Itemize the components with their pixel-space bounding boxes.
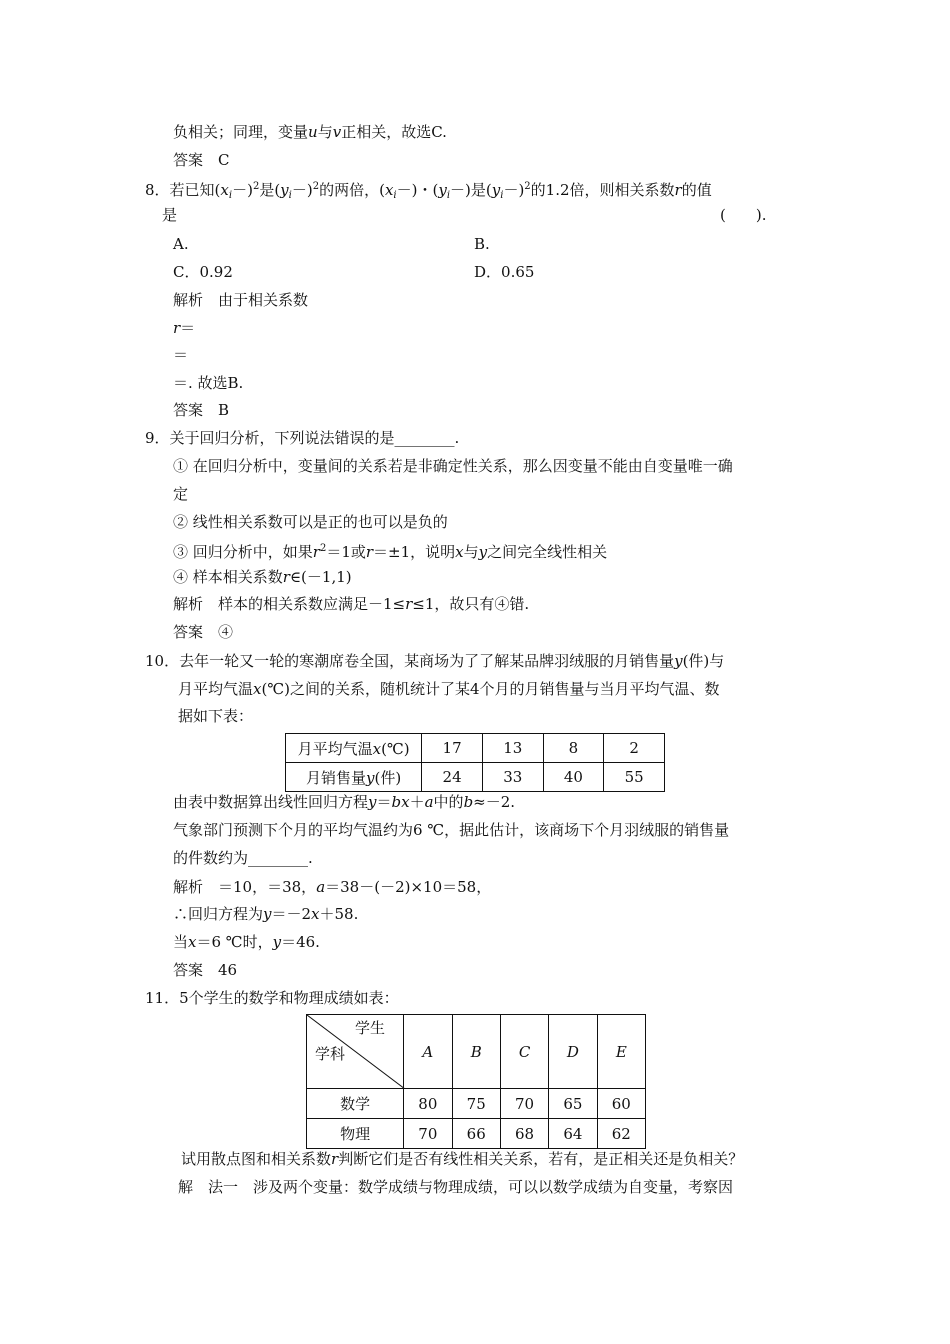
var: r	[331, 1150, 339, 1168]
var: r	[674, 181, 682, 199]
table-header-row	[307, 1015, 646, 1089]
solution-8-line4: ＝. 故选B.	[173, 374, 244, 392]
var: x	[188, 933, 197, 951]
var: a	[424, 793, 434, 811]
var: x	[253, 680, 262, 698]
var: a	[316, 878, 326, 896]
var: y	[368, 793, 377, 811]
table-cell: 40	[543, 763, 604, 792]
scores-table	[306, 1014, 646, 1149]
header-cell: E	[597, 1015, 645, 1089]
var: x	[455, 543, 464, 561]
table-cell: 60	[597, 1089, 645, 1119]
var: b	[463, 793, 474, 811]
text: (℃)	[381, 739, 410, 758]
var: u	[308, 123, 318, 141]
question-10-line2	[178, 679, 720, 699]
table-cell: 8	[543, 734, 604, 763]
table-cell: 13	[482, 734, 543, 763]
solution-10-line2	[173, 904, 358, 924]
var: y	[674, 652, 683, 670]
var: y	[366, 768, 375, 787]
answer-10: 答案 46	[173, 961, 238, 979]
table-row	[286, 734, 665, 763]
sub: i	[288, 190, 292, 201]
table-cell: 68	[500, 1119, 548, 1149]
sub: i	[393, 190, 397, 201]
statement-2: ② 线性相关系数可以是正的也可以是负的	[173, 513, 448, 531]
var: r	[312, 543, 320, 561]
corner-top-label: 学生	[355, 1019, 386, 1037]
row-label	[286, 763, 422, 792]
table-cell: 24	[422, 763, 483, 792]
sub: i	[228, 190, 233, 201]
option-b: B.	[474, 235, 490, 253]
option-d: D．0.65	[474, 263, 535, 281]
question-9: 9．关于回归分析，下列说法错误的是________.	[145, 429, 460, 447]
text: ＋	[409, 793, 425, 811]
var: y	[280, 181, 289, 199]
table-cell: 70	[500, 1089, 548, 1119]
text: ＝38－(－2)×10＝58，	[325, 878, 492, 896]
var: r	[405, 595, 413, 613]
var: y	[438, 181, 447, 199]
var: x	[384, 181, 394, 199]
text: ＝46.	[281, 933, 320, 951]
sub: i	[500, 190, 504, 201]
text: 之间完全线性相关	[487, 543, 608, 561]
text: 解析 ＝10，＝38，	[173, 878, 317, 896]
text: 10．去年一轮又一轮的寒潮席卷全国，某商场为了了解某品牌羽绒服的月销售量	[145, 652, 675, 670]
question-10-line3: 据如下表：	[178, 707, 254, 725]
question-11: 11．5个学生的数学和物理成绩如表：	[145, 989, 399, 1007]
text: ∈(－1,1)	[289, 568, 352, 586]
text: 试用散点图和相关系数	[181, 1150, 332, 1168]
text: ≤1，故只有④错.	[412, 595, 530, 613]
answer-7: 答案 C	[173, 151, 230, 169]
statement-3	[173, 539, 607, 562]
text: ＝	[180, 319, 196, 337]
solution-8: 解析 由于相关系数	[173, 291, 309, 309]
table-cell: 66	[452, 1119, 500, 1149]
answer-9: 答案 ④	[173, 623, 234, 641]
table-cell: 70	[404, 1119, 452, 1149]
text: ＝1或	[326, 543, 366, 561]
question-8	[145, 177, 712, 206]
table-row	[307, 1119, 646, 1149]
solution-10	[173, 877, 491, 897]
var: r	[365, 543, 374, 561]
text: －)・(	[396, 181, 439, 199]
text: 与	[463, 543, 479, 561]
text: 的1.2倍，则相关系数	[530, 181, 675, 199]
question-8-line2: 是	[162, 206, 178, 224]
statement-4	[173, 567, 352, 587]
solution-9	[173, 594, 529, 614]
text: 8．若已知(	[145, 181, 221, 199]
header-cell: A	[404, 1015, 452, 1089]
table-row	[307, 1089, 646, 1119]
question-10-line4	[173, 792, 515, 812]
text: ＋58.	[319, 905, 359, 923]
text: ④ 样本相关系数	[173, 568, 283, 586]
text: 是(	[259, 181, 281, 199]
question-10	[145, 651, 724, 671]
var: x	[311, 905, 320, 923]
text: －)	[232, 181, 253, 199]
var: y	[491, 181, 501, 199]
text: ③ 回归分析中，如果	[173, 543, 313, 561]
solution-10-line3	[173, 932, 320, 952]
text: －)是(	[450, 181, 492, 199]
row-label: 数学	[307, 1089, 404, 1119]
table-cell: 62	[597, 1119, 645, 1149]
text: 正相关，故选C.	[341, 123, 447, 141]
var: x	[372, 739, 382, 758]
text: ＝－2	[271, 905, 312, 923]
table-cell: 2	[604, 734, 665, 763]
var: y	[478, 543, 488, 561]
answer-8: 答案 B	[173, 401, 230, 419]
text: 的值	[681, 181, 712, 199]
table-cell: 55	[604, 763, 665, 792]
var: bx	[391, 793, 410, 811]
sup: 2	[524, 181, 531, 192]
table-cell: 80	[404, 1089, 452, 1119]
statement-1: ① 在回归分析中，变量间的关系若是非确定性关系，那么因变量不能由自变量唯一确	[173, 457, 733, 475]
var: y	[263, 905, 272, 923]
question-10-line6: 的件数约为________.	[173, 849, 313, 867]
header-cell: B	[452, 1015, 500, 1089]
question-11-line2	[181, 1149, 743, 1169]
text: ＝±1，说明	[373, 543, 456, 561]
sup: 2	[312, 181, 320, 192]
text: －)	[503, 181, 525, 199]
corner-cell	[307, 1015, 404, 1089]
text-line	[173, 122, 447, 142]
text: ∴回归方程为	[173, 905, 264, 923]
table-cell: 64	[549, 1119, 597, 1149]
table-row	[286, 763, 665, 792]
row-label	[286, 734, 422, 763]
corner-bottom-label: 学科	[315, 1045, 346, 1063]
text: ＝6 ℃时，	[196, 933, 273, 951]
answer-paren: ( ).	[720, 206, 767, 224]
option-c: C．0.92	[173, 263, 233, 281]
text: 月平均气温	[297, 739, 373, 758]
solution-11: 解 法一 涉及两个变量：数学成绩与物理成绩，可以以数学成绩为自变量，考察因	[178, 1178, 734, 1196]
solution-8-line3: ＝	[173, 346, 189, 364]
text: 由表中数据算出线性回归方程	[173, 793, 369, 811]
text: 月平均气温	[178, 680, 254, 698]
table-cell: 33	[482, 763, 543, 792]
var: v	[332, 123, 342, 141]
table-cell: 17	[422, 734, 483, 763]
text: 月销售量	[306, 768, 367, 787]
header-cell: D	[549, 1015, 597, 1089]
sup: 2	[252, 181, 260, 192]
option-a: A.	[173, 235, 189, 253]
sub: i	[446, 190, 451, 201]
header-cell: C	[500, 1015, 548, 1089]
statement-1-cont: 定	[173, 485, 189, 503]
question-10-line5: 气象部门预测下个月的平均气温约为6 ℃，据此估计，该商场下个月羽绒服的销售量	[173, 821, 730, 839]
text: 解析 样本的相关系数应满足－1≤	[173, 595, 406, 613]
table-cell: 65	[549, 1089, 597, 1119]
text: (件)与	[682, 652, 725, 670]
text: 负相关；同理，变量	[173, 123, 309, 141]
var: r	[173, 319, 181, 337]
temperature-sales-table	[285, 733, 665, 792]
row-label: 物理	[307, 1119, 404, 1149]
text: －)	[291, 181, 313, 199]
sup: 2	[319, 543, 327, 554]
solution-8-line2	[173, 318, 195, 338]
text: (件)	[374, 768, 402, 787]
text: ＝	[376, 793, 392, 811]
text: 与	[317, 123, 333, 141]
text: 判断它们是否有线性相关关系，若有，是正相关还是负相关？	[338, 1150, 744, 1168]
text: 的两倍，(	[319, 181, 385, 199]
text: 当	[173, 933, 189, 951]
var: x	[220, 181, 229, 199]
var: r	[282, 568, 290, 586]
text: (℃)之间的关系，随机统计了某4个月的月销售量与当月平均气温、数	[261, 680, 720, 698]
text: 中的	[433, 793, 464, 811]
text: ≈－2.	[473, 793, 516, 811]
var: y	[272, 933, 282, 951]
table-cell: 75	[452, 1089, 500, 1119]
